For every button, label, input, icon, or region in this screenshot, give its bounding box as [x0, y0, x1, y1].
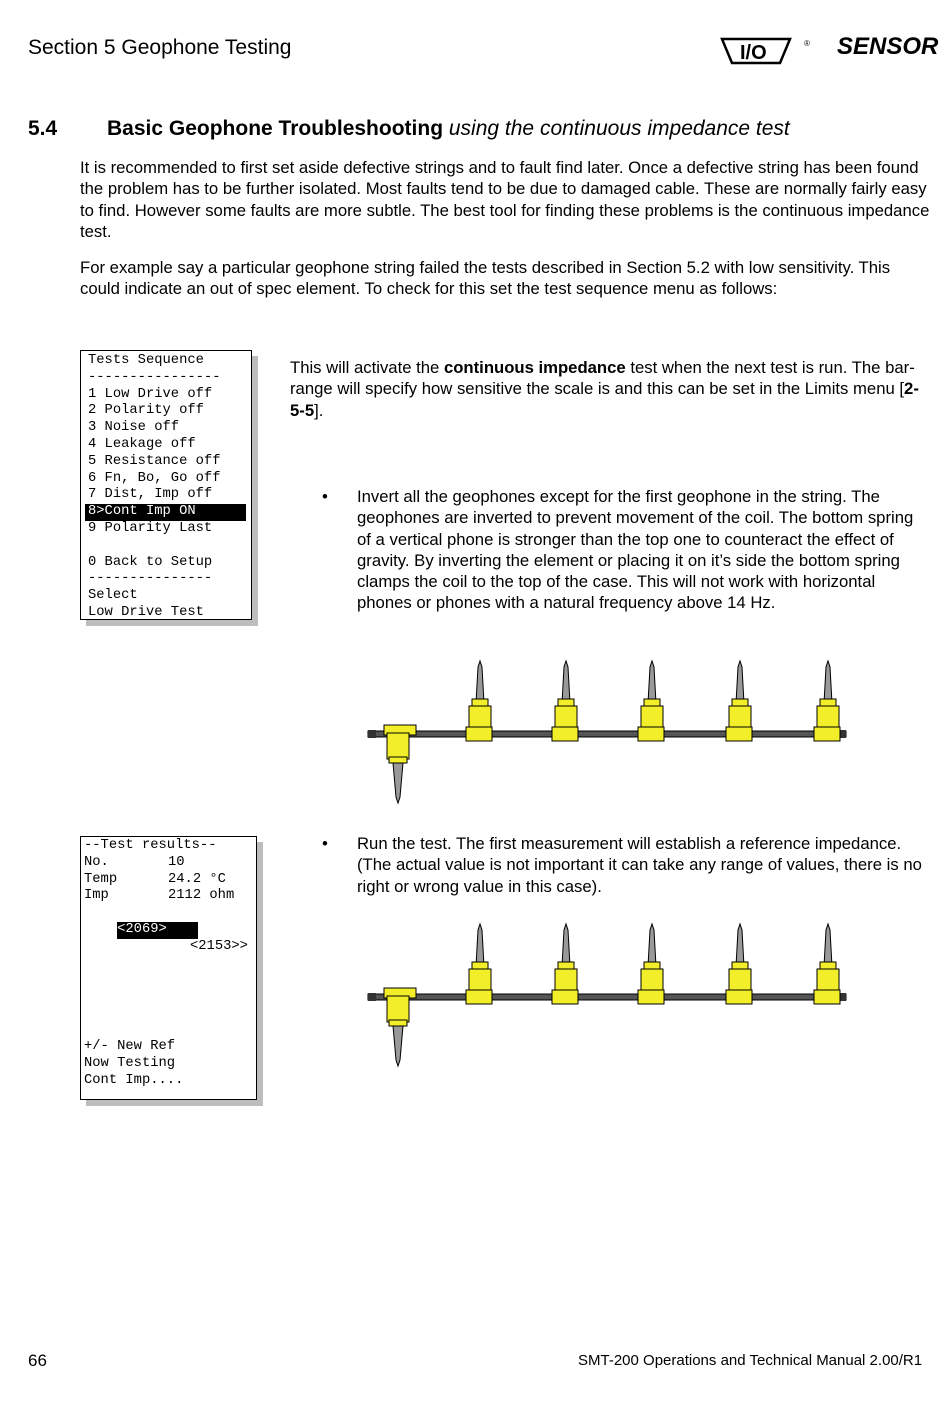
io-logo	[720, 35, 810, 67]
takeout	[726, 727, 752, 741]
geophone-case	[387, 996, 409, 1022]
menu-line: Select	[88, 588, 138, 604]
geophone-case	[387, 733, 409, 759]
spike	[562, 661, 570, 703]
spike	[736, 924, 744, 966]
activate-description	[290, 357, 930, 421]
bullet-marker: •	[322, 487, 328, 506]
result-label: Imp	[84, 888, 109, 904]
activate-text-bold: continuous impedance	[443, 358, 626, 377]
test-sequence-screen	[80, 350, 252, 620]
section-title	[107, 117, 790, 141]
spike	[736, 661, 744, 703]
geophone-case	[469, 706, 491, 730]
spike	[393, 763, 403, 803]
geophone-string-diagram-1	[360, 655, 855, 815]
intro-paragraph: It is recommended to first set aside defective strings and to fault find later. Once a defective string has been found the problem has to be further isolated. Most faults tend to be due to damaged cable. These are normally fairly easy to find. However some faults are more subtle. The best tool for finding these problems is the continuous impedance test.	[80, 158, 930, 241]
geophone-inverted	[638, 924, 664, 1004]
spike	[648, 924, 656, 966]
menu-line: 3 Noise off	[88, 420, 180, 436]
takeout	[466, 727, 492, 741]
geophone-inverted	[552, 924, 578, 1004]
geophone-inverted	[552, 661, 578, 741]
menu-line: ----------------	[88, 369, 221, 385]
geophone-case	[641, 969, 663, 993]
geophone-string-diagram-2	[360, 918, 855, 1078]
limits-menu-path: 2-5-5	[290, 379, 919, 420]
menu-line: 7 Dist, Imp off	[88, 487, 213, 503]
geophone-inverted	[726, 924, 752, 1004]
takeout	[726, 990, 752, 1004]
geophone-case	[555, 969, 577, 993]
geophone-case	[555, 706, 577, 730]
takeout	[638, 990, 664, 1004]
impedance-bar	[84, 905, 256, 954]
cable-end	[368, 993, 376, 1001]
menu-line	[88, 538, 251, 555]
bullet-invert-geophones	[322, 486, 922, 614]
logo-text: I/O	[740, 42, 767, 64]
section-title-bold: Basic Geophone Troubleshooting	[107, 117, 444, 140]
geophone-case	[729, 969, 751, 993]
cable	[368, 731, 846, 737]
menu-item-selected: 8>Cont Imp ON	[85, 504, 246, 521]
spike	[824, 661, 832, 703]
registered-mark: ®	[804, 39, 810, 48]
example-paragraph: For example say a particular geophone string failed the tests described in Section 5.2 with low sensitivity. This could indicate an out of spec element. To check for this set the test sequence menu as follows:	[80, 258, 891, 299]
geophone-case	[729, 706, 751, 730]
spike	[648, 661, 656, 703]
geophone-inverted	[638, 661, 664, 741]
result-label: No.	[84, 854, 109, 870]
brand-name: SENSOR	[837, 33, 939, 60]
takeout	[814, 727, 840, 741]
result-label: Temp	[84, 871, 118, 887]
menu-line: 4 Leakage off	[88, 436, 196, 452]
activate-text-pre: This will activate the	[290, 358, 444, 377]
takeout	[552, 727, 578, 741]
results-title: --Test results--	[84, 838, 217, 853]
menu-line: Tests Sequence	[88, 353, 204, 368]
menu-line: 9 Polarity Last	[88, 520, 213, 536]
geophone-inverted	[814, 924, 840, 1004]
activate-text-mid: test when the next test is run. The bar-range will specify how sensitive the scale is and this can be set in the Limits menu [	[290, 358, 915, 399]
takeout	[552, 990, 578, 1004]
spike	[476, 924, 484, 966]
geophone-case	[817, 706, 839, 730]
results-footer-1: +/- New Ref	[84, 1039, 176, 1054]
section-header: Section 5 Geophone Testing	[28, 36, 292, 59]
section-title-italic: using the continuous impedance test	[448, 117, 790, 140]
geophone-base	[389, 757, 407, 763]
results-footer-3: Cont Imp....	[84, 1072, 184, 1088]
menu-line: Low Drive Test	[88, 604, 204, 620]
activate-text-post: ].	[314, 400, 324, 420]
test-results-screen	[80, 836, 257, 1100]
cable	[368, 994, 846, 1000]
geophone-inverted	[466, 924, 492, 1004]
menu-line: 0 Back to Setup	[88, 554, 213, 570]
geophone-inverted	[814, 661, 840, 741]
spike	[562, 924, 570, 966]
menu-line: ---------------	[88, 571, 213, 587]
geophone-base	[389, 1020, 407, 1026]
bar-left-value: <2069>	[117, 922, 198, 939]
result-row	[84, 855, 256, 872]
results-footer-2: Now Testing	[84, 1055, 176, 1071]
geophone-case	[469, 969, 491, 993]
takeout	[638, 727, 664, 741]
cable-end	[368, 730, 376, 738]
bullet-text: Invert all the geophones except for the first geophone in the string. The geophones are inverted to prevent movement of the coil. The bottom spring of a vertical phone is stronger than the top one to counteract the effect of gravity. By inverting the element or placing it on it’s side the bottom spring clamps the coil to the top of the case. This will not work with horizontal phones or phones with a natural frequency above 14 Hz.	[357, 487, 914, 613]
bullet-run-test	[322, 833, 922, 897]
bullet-marker: •	[322, 834, 328, 853]
spike	[824, 924, 832, 966]
menu-line: 5 Resistance off	[88, 453, 221, 469]
result-row	[84, 888, 256, 905]
menu-line: 1 Low Drive off	[88, 386, 213, 402]
manual-title: SMT-200 Operations and Technical Manual 2.00/R1	[578, 1352, 923, 1369]
geophone-case	[641, 706, 663, 730]
spike	[476, 661, 484, 703]
menu-line: 2 Polarity off	[88, 403, 204, 419]
spike	[393, 1026, 403, 1066]
bullet-text: Run the test. The first measurement will establish a reference impedance. (The actual value is not important it can take any range of values, there is no right or wrong value in this case).	[357, 834, 922, 896]
geophone-case	[817, 969, 839, 993]
page-number: 66	[28, 1351, 47, 1370]
takeout	[814, 990, 840, 1004]
section-number: 5.4	[28, 117, 58, 140]
menu-line: 6 Fn, Bo, Go off	[88, 470, 221, 486]
result-value: 10	[168, 854, 185, 870]
result-value: 2112 ohm	[168, 888, 235, 904]
result-value: 24.2 °C	[168, 871, 226, 887]
geophone-inverted	[726, 661, 752, 741]
result-row	[84, 872, 256, 889]
geophone-inverted	[466, 661, 492, 741]
bar-right-value: <2153>>	[190, 938, 248, 954]
takeout	[466, 990, 492, 1004]
